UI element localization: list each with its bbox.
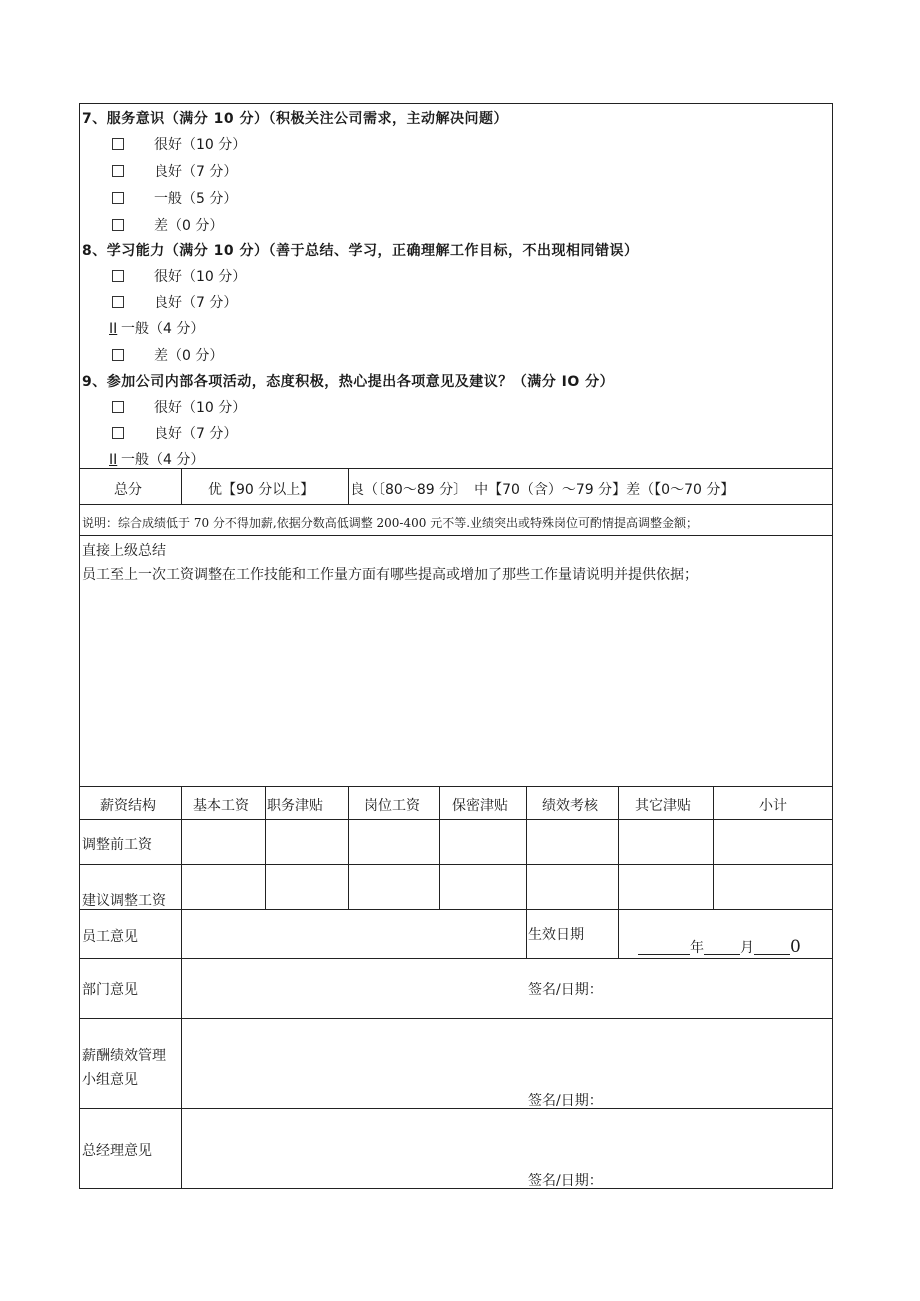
divider xyxy=(348,786,349,909)
gm-sign-date: 签名/日期： xyxy=(528,1173,603,1189)
checkbox-icon[interactable] xyxy=(112,138,124,150)
divider xyxy=(80,909,832,910)
dept-sign-date: 签名/日期： xyxy=(528,982,603,998)
effective-date-label: 生效日期 xyxy=(528,927,584,943)
divider xyxy=(526,909,527,958)
section-8-title: 8、学习能力（满分 10 分）（善于总结、学习，正确理解工作目标，不出现相同错误） xyxy=(82,243,639,259)
divider xyxy=(80,1018,832,1019)
supervisor-summary-area[interactable] xyxy=(82,588,830,783)
divider xyxy=(348,468,349,504)
section-9-option[interactable]: 良好（7 分） xyxy=(112,423,237,443)
divider xyxy=(80,786,832,787)
comp-group-label: 薪酬绩效管理 xyxy=(82,1048,166,1064)
divider xyxy=(80,819,832,820)
divider xyxy=(80,468,832,469)
section-7-option[interactable]: 良好（7 分） xyxy=(112,161,237,181)
salary-header: 绩效考核 xyxy=(542,798,598,814)
employee-opinion-label: 员工意见 xyxy=(82,929,138,945)
checkbox-icon[interactable] xyxy=(112,165,124,177)
salary-header: 薪资结构 xyxy=(100,798,156,814)
salary-header: 小计 xyxy=(759,798,787,814)
selected-mark: II xyxy=(109,452,118,468)
section-8-option[interactable]: 差（0 分） xyxy=(112,345,223,365)
section-8-option[interactable]: 很好（10 分） xyxy=(112,266,246,286)
divider xyxy=(265,786,266,909)
section-7-option[interactable]: 很好（10 分） xyxy=(112,134,246,154)
total-label: 总分 xyxy=(114,482,142,498)
dept-opinion-label: 部门意见 xyxy=(82,982,138,998)
section-8-option[interactable]: 良好（7 分） xyxy=(112,292,237,312)
checkbox-icon[interactable] xyxy=(112,296,124,308)
checkbox-icon[interactable] xyxy=(112,192,124,204)
checkbox-icon[interactable] xyxy=(112,427,124,439)
section-9-title: 9、参加公司内部各项活动，态度积极，热心提出各项意见及建议？（满分 IO 分） xyxy=(82,374,615,390)
grade-ranges: 良（〔80～89 分〕 中【70（含）～79 分】差（【0～70 分】 xyxy=(350,482,735,498)
divider xyxy=(526,786,527,909)
salary-header: 职务津贴 xyxy=(267,798,323,814)
salary-header: 其它津贴 xyxy=(635,798,691,814)
divider xyxy=(181,909,182,1189)
divider xyxy=(181,468,182,504)
checkbox-icon[interactable] xyxy=(112,270,124,282)
section-9-option-selected[interactable]: II 一般（4 分） xyxy=(109,452,205,468)
section-8-option-selected[interactable]: II 一般（4 分） xyxy=(109,321,205,337)
grade-excellent: 优【90 分以上】 xyxy=(208,482,315,498)
divider xyxy=(618,786,619,909)
note-text: 说明：综合成绩低于 70 分不得加薪,依据分数高低调整 200-400 元不等.业绩突出或特殊岗位可酌情提高调整金额； xyxy=(82,516,699,530)
divider xyxy=(80,535,832,536)
section-7-title: 7、服务意识（满分 10 分）（积极关注公司需求，主动解决问题） xyxy=(82,111,508,127)
divider xyxy=(713,786,714,909)
checkbox-icon[interactable] xyxy=(112,349,124,361)
salary-header: 保密津贴 xyxy=(452,798,508,814)
checkbox-icon[interactable] xyxy=(112,219,124,231)
effective-date-field[interactable]: 年 月 0 xyxy=(638,937,801,957)
divider xyxy=(439,786,440,909)
section-7-option[interactable]: 一般（5 分） xyxy=(112,188,237,208)
salary-row-label: 建议调整工资 xyxy=(82,893,166,909)
section-9-option[interactable]: 很好（10 分） xyxy=(112,397,246,417)
salary-adjustment-form xyxy=(79,103,833,1189)
comp-group-label: 小组意见 xyxy=(82,1072,138,1088)
year-blank[interactable] xyxy=(638,940,690,955)
divider xyxy=(80,864,832,865)
comp-group-sign-date: 签名/日期： xyxy=(528,1093,603,1109)
divider xyxy=(80,504,832,505)
day-blank[interactable] xyxy=(754,940,790,955)
divider xyxy=(80,958,832,959)
checkbox-icon[interactable] xyxy=(112,401,124,413)
supervisor-title: 直接上级总结 xyxy=(82,543,166,559)
selected-mark: II xyxy=(109,321,118,337)
salary-header: 基本工资 xyxy=(193,798,249,814)
salary-header: 岗位工资 xyxy=(364,798,420,814)
divider xyxy=(80,1108,832,1109)
supervisor-prompt: 员工至上一次工资调整在工作技能和工作量方面有哪些提高或增加了那些工作量请说明并提供依据； xyxy=(82,567,698,583)
divider xyxy=(618,909,619,958)
section-7-option[interactable]: 差（0 分） xyxy=(112,215,223,235)
salary-row-label: 调整前工资 xyxy=(82,837,152,853)
divider xyxy=(181,786,182,909)
gm-opinion-label: 总经理意见 xyxy=(82,1143,152,1159)
month-blank[interactable] xyxy=(704,940,740,955)
